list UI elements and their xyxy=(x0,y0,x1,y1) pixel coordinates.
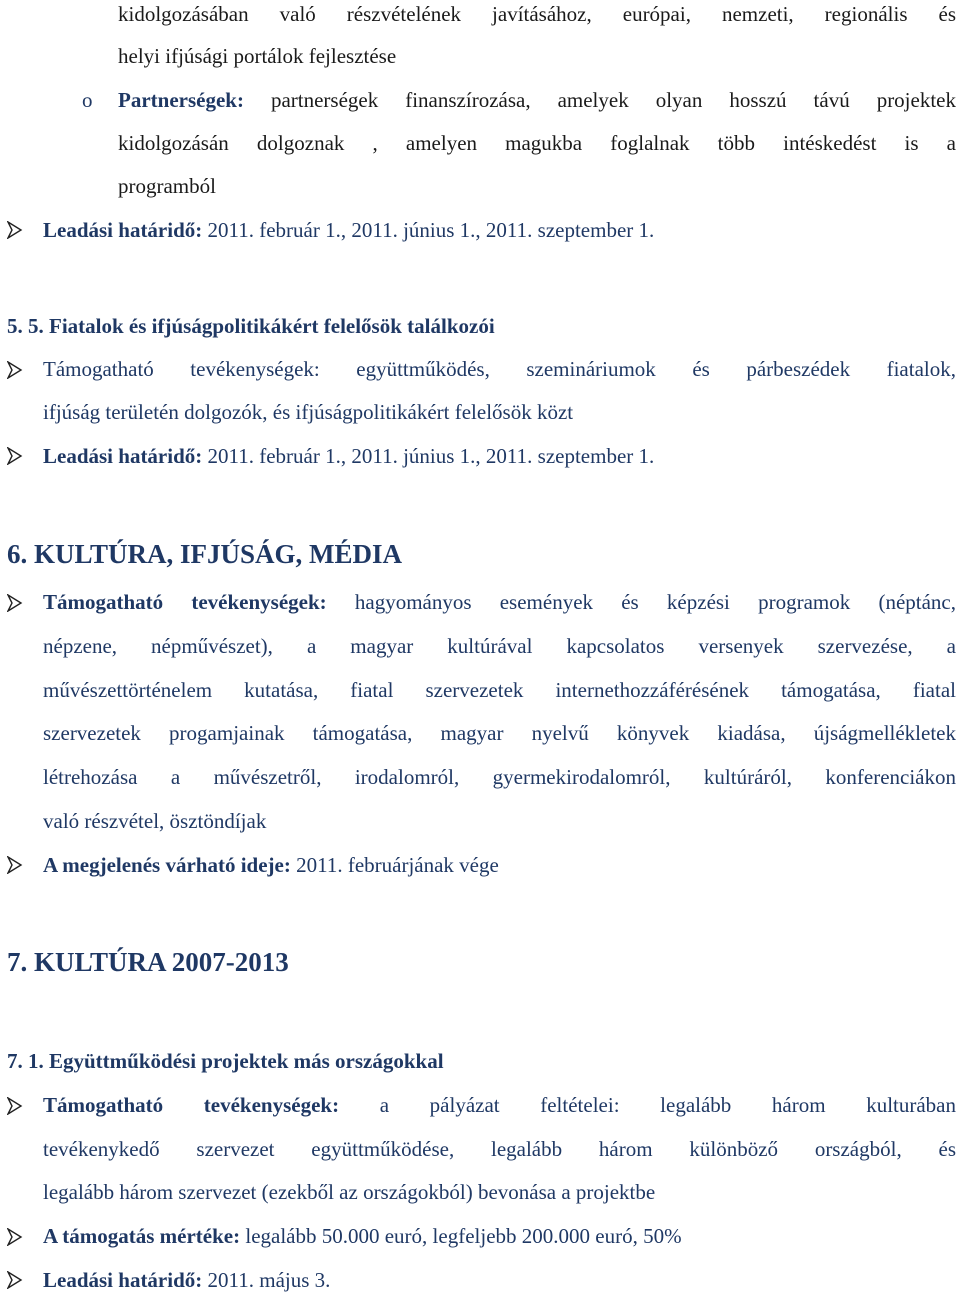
section-heading: 5. 5. Fiatalok és ifjúságpolitikákért felelősök találkozói xyxy=(7,314,495,338)
rate-line xyxy=(43,1222,682,1250)
rate-label: A támogatás mértéke: xyxy=(43,1224,241,1248)
rate-value: legalább 50.000 euró, legfeljebb 200.000 euró, 50% xyxy=(240,1224,682,1248)
text-line: népzene, népművészet), a magyar kultúrával kapcsolatos versenyek szervezése, a xyxy=(43,634,956,658)
partnerships-line xyxy=(118,86,956,114)
section-heading: 6. KULTÚRA, IFJÚSÁG, MÉDIA xyxy=(7,539,403,569)
activities-line xyxy=(43,1091,956,1119)
deadline-value: 2011. február 1., 2011. június 1., 2011. szeptember 1. xyxy=(202,218,655,242)
section-heading: 7. KULTÚRA 2007-2013 xyxy=(7,947,289,977)
text-line: való részvétel, ösztöndíjak xyxy=(43,809,267,833)
activities-text: hagyományos események és képzési programok (néptánc, xyxy=(326,590,956,614)
arrow-bullet-icon xyxy=(7,447,23,465)
text-line: kidolgozásában való részvételének javításához, európai, nemzeti, regionális és xyxy=(118,2,956,26)
arrow-bullet-icon xyxy=(7,856,23,874)
text-line: szervezetek progamjainak támogatása, magyar nyelvű könyvek kiadása, újságmellékletek xyxy=(43,721,956,745)
deadline-label: Leadási határidő: xyxy=(43,1268,203,1292)
text-line: programból xyxy=(118,174,216,198)
text-line: helyi ifjúsági portálok fejlesztése xyxy=(118,44,397,68)
deadline-label: Leadási határidő: xyxy=(43,218,203,242)
deadline-label: Leadási határidő: xyxy=(43,444,203,468)
text-line: kidolgozásán dolgoznak , amelyen magukba foglalnak több intéskedést is a xyxy=(118,131,956,155)
activities-text: a pályázat feltételei: legalább három kulturában xyxy=(339,1093,956,1117)
publication-line xyxy=(43,851,499,879)
activities-label: Támogatható tevékenységek: xyxy=(43,590,327,614)
activities-text: együttműködés, szemináriumok és párbeszédek fiatalok, xyxy=(319,357,956,381)
arrow-bullet-icon xyxy=(7,1228,23,1246)
partnerships-label: Partnerségek: xyxy=(118,88,244,112)
arrow-bullet-icon xyxy=(7,221,23,239)
arrow-bullet-icon xyxy=(7,1097,23,1115)
partnerships-text: partnerségek finanszírozása, amelyek olyan hosszú távú projektek xyxy=(243,88,956,112)
arrow-bullet-icon xyxy=(7,1271,23,1289)
activities-line xyxy=(43,588,956,616)
text-line: létrehozása a művészetről, irodalomról, gyermekirodalomról, kultúráról, konferenciákon xyxy=(43,765,956,789)
subsection-heading: 7. 1. Együttműködési projektek más országokkal xyxy=(7,1049,444,1073)
activities-label: Támogatható tevékenységek: xyxy=(43,357,320,381)
text-line: ifjúság területén dolgozók, és ifjúságpolitikákért felelősök közt xyxy=(43,400,574,424)
text-line: művészettörténelem kutatása, fiatal szervezetek internethozzáférésének támogatása, fiatal xyxy=(43,678,956,702)
arrow-bullet-icon xyxy=(7,361,23,379)
deadline-value: 2011. május 3. xyxy=(202,1268,331,1292)
activities-label: Támogatható tevékenységek: xyxy=(43,1093,340,1117)
publication-value: 2011. februárjának vége xyxy=(290,853,499,877)
deadline-value: 2011. február 1., 2011. június 1., 2011. szeptember 1. xyxy=(202,444,655,468)
publication-label: A megjelenés várható ideje: xyxy=(43,853,291,877)
text-line: tevékenykedő szervezet együttműködése, legalább három különböző országból, és xyxy=(43,1137,956,1161)
deadline-line xyxy=(43,442,654,470)
activities-line xyxy=(43,355,956,383)
deadline-line xyxy=(43,1266,330,1294)
arrow-bullet-icon xyxy=(7,594,23,612)
deadline-line xyxy=(43,216,654,244)
text-line: legalább három szervezet (ezekből az országokból) bevonása a projektbe xyxy=(43,1180,656,1204)
circle-bullet-icon: o xyxy=(82,88,93,112)
